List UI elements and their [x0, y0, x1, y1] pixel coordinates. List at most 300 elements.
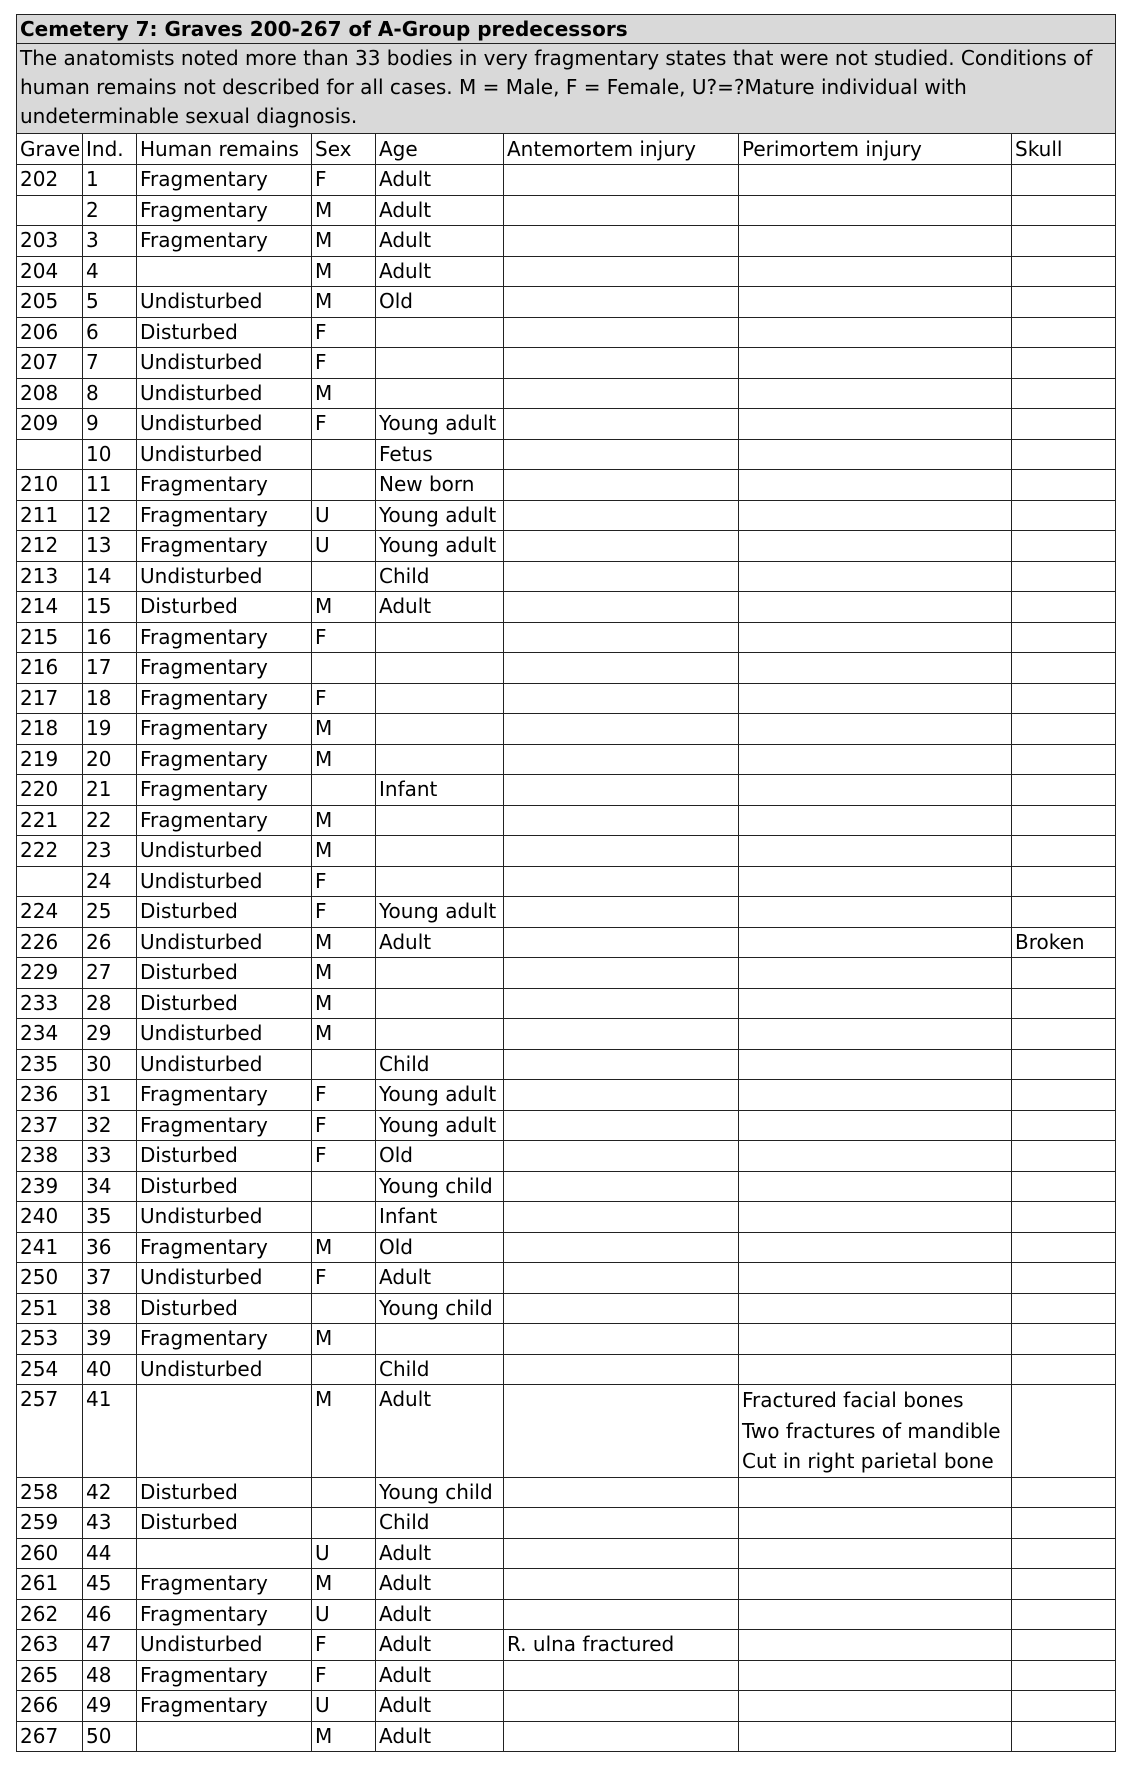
table-row	[17, 775, 1116, 806]
cell-antemortem-injury	[504, 500, 739, 531]
cell-ind: 17	[83, 653, 137, 684]
cell-antemortem-injury: R. ulna fractured	[504, 1630, 739, 1661]
cell-human-remains: Disturbed	[137, 317, 312, 348]
cell-antemortem-injury	[504, 226, 739, 257]
cell-antemortem-injury	[504, 958, 739, 989]
cell-grave	[17, 866, 83, 897]
cell-human-remains: Fragmentary	[137, 1324, 312, 1355]
cell-ind: 35	[83, 1202, 137, 1233]
cell-antemortem-injury	[504, 1080, 739, 1111]
cell-age	[376, 653, 504, 684]
table-row	[17, 1232, 1116, 1263]
cell-human-remains: Undisturbed	[137, 1630, 312, 1661]
cell-antemortem-injury	[504, 531, 739, 562]
cell-ind: 3	[83, 226, 137, 257]
cell-ind: 31	[83, 1080, 137, 1111]
cell-perimortem-injury	[739, 1324, 1012, 1355]
cell-grave: 258	[17, 1477, 83, 1508]
cell-sex	[312, 775, 376, 806]
cell-skull	[1012, 500, 1116, 531]
cell-grave: 266	[17, 1691, 83, 1722]
cell-age: Child	[376, 1354, 504, 1385]
cell-antemortem-injury	[504, 378, 739, 409]
cell-ind: 6	[83, 317, 137, 348]
table-row	[17, 1538, 1116, 1569]
cell-antemortem-injury	[504, 1508, 739, 1539]
cell-grave: 210	[17, 470, 83, 501]
cell-ind: 23	[83, 836, 137, 867]
cell-age: Adult	[376, 1599, 504, 1630]
cell-perimortem-injury	[739, 653, 1012, 684]
cell-sex: F	[312, 1263, 376, 1294]
cell-sex: M	[312, 744, 376, 775]
table-title: Cemetery 7: Graves 200-267 of A-Group predecessors	[17, 15, 1116, 44]
cell-age	[376, 317, 504, 348]
cell-perimortem-injury	[739, 378, 1012, 409]
cell-grave: 267	[17, 1721, 83, 1752]
cell-grave: 250	[17, 1263, 83, 1294]
cell-age: Fetus	[376, 439, 504, 470]
cell-perimortem-injury	[739, 683, 1012, 714]
cell-antemortem-injury	[504, 1354, 739, 1385]
cell-grave: 211	[17, 500, 83, 531]
cell-antemortem-injury	[504, 1141, 739, 1172]
cell-ind: 33	[83, 1141, 137, 1172]
cell-sex: M	[312, 958, 376, 989]
table-row	[17, 897, 1116, 928]
cell-age: Adult	[376, 1538, 504, 1569]
cell-skull	[1012, 378, 1116, 409]
cell-skull	[1012, 1354, 1116, 1385]
cell-grave: 218	[17, 714, 83, 745]
cell-skull	[1012, 317, 1116, 348]
cell-perimortem-injury	[739, 531, 1012, 562]
cell-perimortem-injury	[739, 1569, 1012, 1600]
table-row	[17, 317, 1116, 348]
cell-antemortem-injury	[504, 1721, 739, 1752]
cell-grave: 241	[17, 1232, 83, 1263]
cell-skull	[1012, 622, 1116, 653]
cell-ind: 46	[83, 1599, 137, 1630]
cell-antemortem-injury	[504, 1019, 739, 1050]
cell-human-remains: Fragmentary	[137, 1599, 312, 1630]
cell-age: Child	[376, 1049, 504, 1080]
cell-grave	[17, 439, 83, 470]
cell-grave: 237	[17, 1110, 83, 1141]
cell-perimortem-injury	[739, 958, 1012, 989]
cell-sex	[312, 1293, 376, 1324]
cell-human-remains	[137, 256, 312, 287]
table-row	[17, 1691, 1116, 1722]
cell-antemortem-injury	[504, 653, 739, 684]
cell-ind: 43	[83, 1508, 137, 1539]
cell-grave: 219	[17, 744, 83, 775]
cell-ind: 2	[83, 195, 137, 226]
cell-skull	[1012, 714, 1116, 745]
cell-age: Infant	[376, 775, 504, 806]
cell-age: Young child	[376, 1171, 504, 1202]
cell-grave: 203	[17, 226, 83, 257]
cell-perimortem-injury	[739, 1385, 1012, 1478]
cell-ind: 44	[83, 1538, 137, 1569]
cell-age: Adult	[376, 1660, 504, 1691]
cell-sex: U	[312, 1691, 376, 1722]
cell-sex	[312, 439, 376, 470]
cell-perimortem-injury	[739, 1171, 1012, 1202]
cell-sex: F	[312, 683, 376, 714]
cell-ind: 47	[83, 1630, 137, 1661]
cell-grave: 216	[17, 653, 83, 684]
cell-sex: M	[312, 1721, 376, 1752]
cell-skull	[1012, 775, 1116, 806]
cell-ind: 21	[83, 775, 137, 806]
cell-human-remains: Undisturbed	[137, 1019, 312, 1050]
table-row	[17, 1599, 1116, 1630]
cell-human-remains: Fragmentary	[137, 1660, 312, 1691]
cell-sex: F	[312, 1080, 376, 1111]
cell-human-remains: Fragmentary	[137, 226, 312, 257]
cell-grave: 207	[17, 348, 83, 379]
cell-ind: 50	[83, 1721, 137, 1752]
cell-age: Adult	[376, 195, 504, 226]
cell-sex: M	[312, 592, 376, 623]
cell-human-remains: Fragmentary	[137, 775, 312, 806]
header-row	[17, 134, 1116, 165]
table-row	[17, 1171, 1116, 1202]
cell-human-remains: Undisturbed	[137, 409, 312, 440]
cell-grave: 214	[17, 592, 83, 623]
cell-human-remains: Fragmentary	[137, 622, 312, 653]
table-row	[17, 287, 1116, 318]
cell-ind: 14	[83, 561, 137, 592]
cell-grave: 222	[17, 836, 83, 867]
table-row	[17, 1630, 1116, 1661]
cell-age: Young child	[376, 1293, 504, 1324]
cell-skull	[1012, 439, 1116, 470]
table-row	[17, 683, 1116, 714]
cell-grave: 221	[17, 805, 83, 836]
cell-grave: 254	[17, 1354, 83, 1385]
table-row	[17, 439, 1116, 470]
cell-antemortem-injury	[504, 1232, 739, 1263]
spreadsheet	[16, 14, 1115, 1752]
cell-perimortem-injury	[739, 836, 1012, 867]
cell-antemortem-injury	[504, 1385, 739, 1478]
cell-age: Adult	[376, 1630, 504, 1661]
table-row	[17, 988, 1116, 1019]
cell-sex: M	[312, 1385, 376, 1478]
cell-ind: 9	[83, 409, 137, 440]
cell-skull	[1012, 897, 1116, 928]
cell-age: Young adult	[376, 409, 504, 440]
cell-antemortem-injury	[504, 287, 739, 318]
cell-grave: 259	[17, 1508, 83, 1539]
cell-skull	[1012, 409, 1116, 440]
cell-ind: 32	[83, 1110, 137, 1141]
cell-age: Adult	[376, 165, 504, 196]
cell-antemortem-injury	[504, 1599, 739, 1630]
cell-antemortem-injury	[504, 409, 739, 440]
cell-perimortem-injury	[739, 927, 1012, 958]
cell-antemortem-injury	[504, 1691, 739, 1722]
cell-perimortem-injury	[739, 988, 1012, 1019]
cell-perimortem-injury	[739, 1202, 1012, 1233]
cell-ind: 40	[83, 1354, 137, 1385]
cell-age: Adult	[376, 1263, 504, 1294]
cell-grave: 220	[17, 775, 83, 806]
table-row	[17, 958, 1116, 989]
cell-human-remains: Undisturbed	[137, 1354, 312, 1385]
table-row	[17, 1293, 1116, 1324]
cell-human-remains	[137, 1538, 312, 1569]
cell-age	[376, 1324, 504, 1355]
cell-skull	[1012, 1171, 1116, 1202]
cell-skull	[1012, 1538, 1116, 1569]
cell-antemortem-injury	[504, 1049, 739, 1080]
cell-perimortem-injury	[739, 1538, 1012, 1569]
cell-perimortem-injury	[739, 1080, 1012, 1111]
cell-human-remains: Disturbed	[137, 897, 312, 928]
cell-grave: 260	[17, 1538, 83, 1569]
cell-perimortem-injury	[739, 775, 1012, 806]
cell-human-remains: Disturbed	[137, 1141, 312, 1172]
cell-human-remains: Fragmentary	[137, 1080, 312, 1111]
cell-age	[376, 836, 504, 867]
cell-ind: 42	[83, 1477, 137, 1508]
table-row	[17, 836, 1116, 867]
cell-perimortem-injury	[739, 1263, 1012, 1294]
cell-age	[376, 805, 504, 836]
cell-skull	[1012, 287, 1116, 318]
cell-grave: 209	[17, 409, 83, 440]
cell-age: Adult	[376, 1569, 504, 1600]
cell-age: Young adult	[376, 500, 504, 531]
cell-grave: 239	[17, 1171, 83, 1202]
cell-perimortem-injury	[739, 439, 1012, 470]
cell-skull	[1012, 1080, 1116, 1111]
col-header-human-remains: Human remains	[137, 134, 312, 165]
cell-perimortem-injury	[739, 287, 1012, 318]
cell-ind: 10	[83, 439, 137, 470]
cell-grave: 262	[17, 1599, 83, 1630]
cell-human-remains: Undisturbed	[137, 1263, 312, 1294]
cell-sex: U	[312, 1599, 376, 1630]
cell-antemortem-injury	[504, 439, 739, 470]
cell-human-remains: Fragmentary	[137, 683, 312, 714]
cell-perimortem-injury	[739, 1599, 1012, 1630]
cell-age	[376, 348, 504, 379]
cell-antemortem-injury	[504, 165, 739, 196]
cell-perimortem-injury	[739, 1049, 1012, 1080]
cell-sex	[312, 1508, 376, 1539]
cell-age: Young adult	[376, 897, 504, 928]
table-row	[17, 500, 1116, 531]
table-row	[17, 1049, 1116, 1080]
cell-age	[376, 988, 504, 1019]
cell-ind: 39	[83, 1324, 137, 1355]
cell-age: Old	[376, 1141, 504, 1172]
col-header-sex: Sex	[312, 134, 376, 165]
cell-age: Adult	[376, 256, 504, 287]
table-row	[17, 165, 1116, 196]
cell-sex: F	[312, 622, 376, 653]
cell-grave: 215	[17, 622, 83, 653]
cell-antemortem-injury	[504, 592, 739, 623]
cell-skull	[1012, 1141, 1116, 1172]
cell-skull	[1012, 1324, 1116, 1355]
cell-grave: 240	[17, 1202, 83, 1233]
cell-grave: 234	[17, 1019, 83, 1050]
table-row	[17, 561, 1116, 592]
cell-human-remains: Fragmentary	[137, 1569, 312, 1600]
cell-ind: 15	[83, 592, 137, 623]
cell-sex: M	[312, 1232, 376, 1263]
cell-antemortem-injury	[504, 775, 739, 806]
cell-perimortem-injury	[739, 897, 1012, 928]
cell-age: Child	[376, 561, 504, 592]
cell-grave: 224	[17, 897, 83, 928]
cell-antemortem-injury	[504, 470, 739, 501]
cell-ind: 4	[83, 256, 137, 287]
cell-ind: 16	[83, 622, 137, 653]
cell-sex: M	[312, 378, 376, 409]
cell-human-remains: Fragmentary	[137, 165, 312, 196]
table-row	[17, 195, 1116, 226]
cell-antemortem-injury	[504, 1293, 739, 1324]
col-header-skull: Skull	[1012, 134, 1116, 165]
cell-skull	[1012, 531, 1116, 562]
cell-skull	[1012, 958, 1116, 989]
cell-human-remains: Disturbed	[137, 1477, 312, 1508]
cell-sex: M	[312, 287, 376, 318]
cell-human-remains	[137, 1721, 312, 1752]
cell-sex: F	[312, 1630, 376, 1661]
cell-human-remains	[137, 1385, 312, 1478]
cell-sex: M	[312, 1019, 376, 1050]
cell-perimortem-injury	[739, 317, 1012, 348]
cell-sex: M	[312, 195, 376, 226]
cell-age: Young adult	[376, 1080, 504, 1111]
cell-antemortem-injury	[504, 1569, 739, 1600]
cell-perimortem-injury	[739, 714, 1012, 745]
cell-grave	[17, 195, 83, 226]
cell-human-remains: Fragmentary	[137, 805, 312, 836]
cell-skull	[1012, 561, 1116, 592]
cell-human-remains: Undisturbed	[137, 927, 312, 958]
cell-antemortem-injury	[504, 714, 739, 745]
table-row	[17, 805, 1116, 836]
cell-skull	[1012, 256, 1116, 287]
cell-perimortem-injury	[739, 470, 1012, 501]
cell-antemortem-injury	[504, 256, 739, 287]
cell-ind: 1	[83, 165, 137, 196]
cell-grave: 229	[17, 958, 83, 989]
cell-human-remains: Undisturbed	[137, 836, 312, 867]
cell-skull	[1012, 744, 1116, 775]
cell-perimortem-injury	[739, 1477, 1012, 1508]
cell-sex: F	[312, 1660, 376, 1691]
cell-skull	[1012, 1049, 1116, 1080]
cell-human-remains: Fragmentary	[137, 653, 312, 684]
cell-age: Adult	[376, 927, 504, 958]
cell-perimortem-injury	[739, 500, 1012, 531]
cell-grave: 233	[17, 988, 83, 1019]
cell-sex	[312, 470, 376, 501]
cell-sex: M	[312, 1324, 376, 1355]
cell-age: Old	[376, 287, 504, 318]
table-row	[17, 470, 1116, 501]
table-row	[17, 1508, 1116, 1539]
cell-perimortem-injury	[739, 1141, 1012, 1172]
cell-perimortem-injury	[739, 1721, 1012, 1752]
cell-human-remains: Undisturbed	[137, 1049, 312, 1080]
cell-perimortem-injury	[739, 1293, 1012, 1324]
cell-perimortem-injury	[739, 1660, 1012, 1691]
cell-antemortem-injury	[504, 988, 739, 1019]
col-header-grave: Grave	[17, 134, 83, 165]
table-row	[17, 1141, 1116, 1172]
cell-age: Adult	[376, 1721, 504, 1752]
cell-skull: Broken	[1012, 927, 1116, 958]
cell-perimortem-injury	[739, 1110, 1012, 1141]
table-row	[17, 1080, 1116, 1111]
cell-perimortem-injury	[739, 256, 1012, 287]
cell-human-remains: Fragmentary	[137, 714, 312, 745]
cell-sex: F	[312, 866, 376, 897]
cell-antemortem-injury	[504, 1202, 739, 1233]
cell-perimortem-injury	[739, 195, 1012, 226]
cell-age: Young child	[376, 1477, 504, 1508]
cell-ind: 30	[83, 1049, 137, 1080]
cell-human-remains: Undisturbed	[137, 561, 312, 592]
cell-grave: 226	[17, 927, 83, 958]
cell-sex: F	[312, 1141, 376, 1172]
cell-human-remains: Fragmentary	[137, 470, 312, 501]
table-row	[17, 1263, 1116, 1294]
cell-ind: 7	[83, 348, 137, 379]
cell-antemortem-injury	[504, 195, 739, 226]
table-row	[17, 1110, 1116, 1141]
cell-antemortem-injury	[504, 744, 739, 775]
table-row	[17, 1324, 1116, 1355]
cell-antemortem-injury	[504, 622, 739, 653]
cell-grave: 204	[17, 256, 83, 287]
table-row	[17, 1354, 1116, 1385]
cell-age	[376, 744, 504, 775]
cell-sex: F	[312, 348, 376, 379]
cell-age: Young adult	[376, 531, 504, 562]
cell-human-remains: Disturbed	[137, 1171, 312, 1202]
col-header-antemortem-injury: Antemortem injury	[504, 134, 739, 165]
cell-human-remains: Undisturbed	[137, 378, 312, 409]
cell-ind: 45	[83, 1569, 137, 1600]
cell-antemortem-injury	[504, 866, 739, 897]
cell-age	[376, 378, 504, 409]
cell-skull	[1012, 988, 1116, 1019]
cell-grave: 236	[17, 1080, 83, 1111]
cell-grave: 253	[17, 1324, 83, 1355]
cell-skull	[1012, 470, 1116, 501]
cell-sex: M	[312, 714, 376, 745]
cell-ind: 25	[83, 897, 137, 928]
cell-antemortem-injury	[504, 897, 739, 928]
cell-perimortem-injury	[739, 592, 1012, 623]
cell-sex: F	[312, 165, 376, 196]
cell-sex	[312, 653, 376, 684]
cell-sex	[312, 1171, 376, 1202]
cell-skull	[1012, 836, 1116, 867]
cell-ind: 19	[83, 714, 137, 745]
